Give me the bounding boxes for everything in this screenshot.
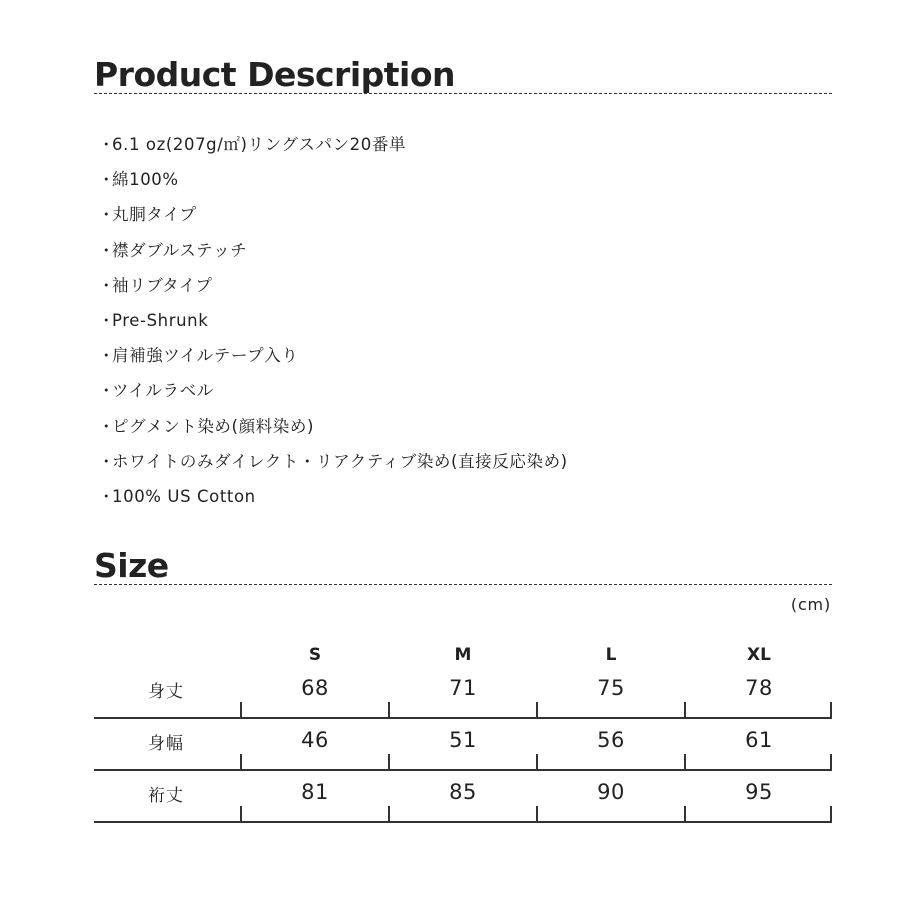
table-cell: 81 <box>301 780 329 804</box>
bullet: ・ <box>98 486 116 506</box>
description-divider <box>94 93 832 94</box>
row-divider <box>94 769 832 771</box>
column-tick <box>536 754 538 771</box>
unit-label: (cm) <box>790 595 831 614</box>
row-label: 身丈 <box>148 682 184 702</box>
column-tick <box>830 754 832 771</box>
description-item-cotton <box>98 166 568 201</box>
column-tick <box>830 702 832 719</box>
description-item-label <box>98 377 568 412</box>
size-header-xl: XL <box>747 645 771 665</box>
description-list <box>98 131 568 518</box>
column-tick <box>684 806 686 823</box>
column-tick <box>240 702 242 719</box>
table-cell: 46 <box>301 728 329 752</box>
table-cell: 61 <box>745 728 773 752</box>
table-cell: 90 <box>597 780 625 804</box>
row-divider <box>94 821 832 823</box>
bullet: ・ <box>98 381 116 401</box>
column-tick <box>536 702 538 719</box>
bullet: ・ <box>98 240 116 260</box>
description-item-text: ピグメント染め(顔料染め) <box>112 416 315 436</box>
bullet: ・ <box>98 416 116 436</box>
table-cell: 85 <box>449 780 477 804</box>
description-item-text: 襟ダブルステッチ <box>112 240 248 260</box>
description-item-reactive-dye <box>98 448 568 483</box>
table-row-body-width <box>94 721 832 771</box>
description-item-us-cotton <box>98 483 568 518</box>
column-tick <box>388 806 390 823</box>
bullet: ・ <box>98 170 116 190</box>
table-cell: 75 <box>597 676 625 700</box>
product-description-heading: Product Description <box>94 55 456 94</box>
description-item-material <box>98 131 568 166</box>
table-cell: 78 <box>745 676 773 700</box>
description-item-text: 100% US Cotton <box>112 486 256 506</box>
bullet: ・ <box>98 205 116 225</box>
description-item-text: 6.1 oz(207g/㎡)リングスパン20番単 <box>112 135 407 154</box>
description-item-sleeve <box>98 272 568 307</box>
size-heading: Size <box>94 546 169 585</box>
description-item-text: 丸胴タイプ <box>112 205 197 225</box>
size-divider <box>94 584 832 585</box>
description-item-collar <box>98 237 568 272</box>
description-item-pigment-dye <box>98 413 568 448</box>
table-cell: 71 <box>449 676 477 700</box>
description-item-preshrunk <box>98 307 568 342</box>
description-item-text: ホワイトのみダイレクト・リアクティブ染め(直接反応染め) <box>112 451 568 471</box>
description-item-text: ツイルラベル <box>112 381 214 401</box>
column-tick <box>388 754 390 771</box>
row-label: 身幅 <box>148 734 184 754</box>
table-cell: 51 <box>449 728 477 752</box>
column-tick <box>684 754 686 771</box>
description-item-text: 肩補強ツイルテープ入り <box>112 346 299 366</box>
bullet: ・ <box>98 310 116 330</box>
table-row-body-length <box>94 669 832 719</box>
column-tick <box>536 806 538 823</box>
description-item-text: 綿100% <box>112 170 179 190</box>
table-cell: 95 <box>745 780 773 804</box>
size-header-l: L <box>605 645 617 665</box>
description-item-tubular <box>98 201 568 236</box>
column-tick <box>240 806 242 823</box>
column-tick <box>240 754 242 771</box>
table-cell: 68 <box>301 676 329 700</box>
description-item-text: Pre-Shrunk <box>112 310 209 330</box>
column-tick <box>388 702 390 719</box>
bullet: ・ <box>98 451 116 471</box>
row-label: 裄丈 <box>148 786 184 806</box>
table-cell: 56 <box>597 728 625 752</box>
size-header-s: S <box>308 645 322 665</box>
bullet: ・ <box>98 346 116 366</box>
row-divider <box>94 717 832 719</box>
bullet: ・ <box>98 135 116 154</box>
size-header-m: M <box>454 645 472 665</box>
description-item-shoulder-tape <box>98 342 568 377</box>
column-tick <box>830 806 832 823</box>
description-item-text: 袖リブタイプ <box>112 275 213 295</box>
bullet: ・ <box>98 275 116 295</box>
table-row-sleeve-length <box>94 773 832 823</box>
column-tick <box>684 702 686 719</box>
